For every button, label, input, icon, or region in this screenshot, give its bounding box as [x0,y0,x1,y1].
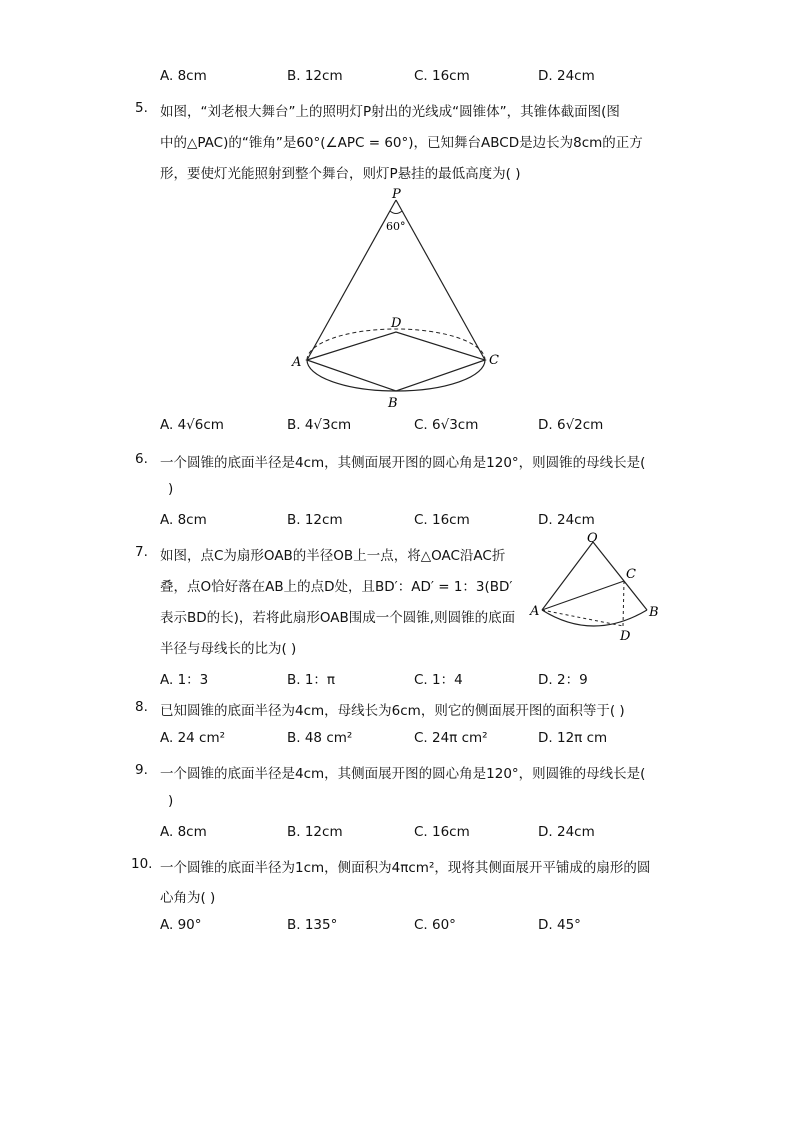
option-a: A. 1：3 [160,672,209,688]
question-text-line: 已知圆锥的底面半径为4cm，母线长为6cm，则它的侧面展开图的面积等于( ) [160,703,625,719]
option-c: C. 16cm [414,68,470,84]
option-b: B. 4√3cm [287,417,352,433]
option-a: A. 4√6cm [160,417,224,433]
question-text-line: ) [168,793,174,809]
label-o: O [587,531,598,546]
option-d: D. 24cm [538,512,595,528]
option-b: B. 135° [287,917,338,933]
option-a: A. 8cm [160,68,207,84]
question-text-line: 一个圆锥的底面半径是4cm，其侧面展开图的圆心角是120°，则圆锥的母线长是( [160,455,646,471]
option-c: C. 6√3cm [414,417,479,433]
question-text-line: 如图，“刘老根大舞台”上的照明灯P射出的光线成“圆锥体”，其锥体截面图(图 [160,104,620,120]
option-b: B. 12cm [287,68,343,84]
question-text-line: 叠，点O恰好落在AB上的点D处，且BD′：AD′ = 1：3(BD′ [160,579,513,595]
option-d: D. 24cm [538,824,595,840]
question-text-line: 一个圆锥的底面半径为1cm，侧面积为4πcm²，现将其侧面展开平铺成的扇形的圆 [160,860,651,876]
option-d: D. 6√2cm [538,417,604,433]
question-text-line: 表示BD的长)，若将此扇形OAB围成一个圆锥,则圆锥的底面 [160,610,516,626]
option-d: D. 2：9 [538,672,588,688]
label-c: C [489,353,499,368]
option-a: A. 24 cm² [160,730,226,746]
label-c: C [626,567,636,582]
option-b: B. 12cm [287,512,343,528]
question-text-line: 心角为( ) [160,890,216,906]
question-text-line: ) [168,481,174,497]
option-d: D. 45° [538,917,581,933]
question-text-line: 形，要使灯光能照射到整个舞台，则灯P悬挂的最低高度为( ) [160,166,521,182]
option-d: D. 12π cm [538,730,608,746]
question-text-line: 半径与母线长的比为( ) [160,641,297,657]
option-a: A. 8cm [160,824,207,840]
question-number: 7. [135,544,148,560]
label-b: B [649,605,659,620]
label-p: P [392,187,401,202]
question-number: 8. [135,699,148,715]
folded-sector-figure [525,530,665,645]
option-a: A. 90° [160,917,202,933]
question-number: 10. [131,856,153,872]
option-a: A. 8cm [160,512,207,528]
option-c: C. 1：4 [414,672,463,688]
question-number: 5. [135,100,148,116]
option-c: C. 24π cm² [414,730,488,746]
cone-stage-figure [280,180,520,415]
question-text-line: 如图，点C为扇形OAB的半径OB上一点，将△OAC沿AC折 [160,548,506,564]
option-b: B. 48 cm² [287,730,353,746]
question-text-line: 一个圆锥的底面半径是4cm，其侧面展开图的圆心角是120°，则圆锥的母线长是( [160,766,646,782]
option-b: B. 1：π [287,672,336,688]
label-d: D [391,316,402,331]
label-angle: 60° [386,220,406,233]
question-text-line: 中的△PAC)的“锥角”是60°(∠APC = 60°)，已知舞台ABCD是边长为8cm的正方 [160,135,643,151]
option-c: C. 60° [414,917,456,933]
label-a: A [530,604,540,619]
label-a: A [292,355,302,370]
option-b: B. 12cm [287,824,343,840]
option-d: D. 24cm [538,68,595,84]
option-c: C. 16cm [414,824,470,840]
label-d: D [620,629,631,644]
label-b: B [388,396,398,411]
question-number: 9. [135,762,148,778]
option-c: C. 16cm [414,512,470,528]
question-number: 6. [135,451,148,467]
